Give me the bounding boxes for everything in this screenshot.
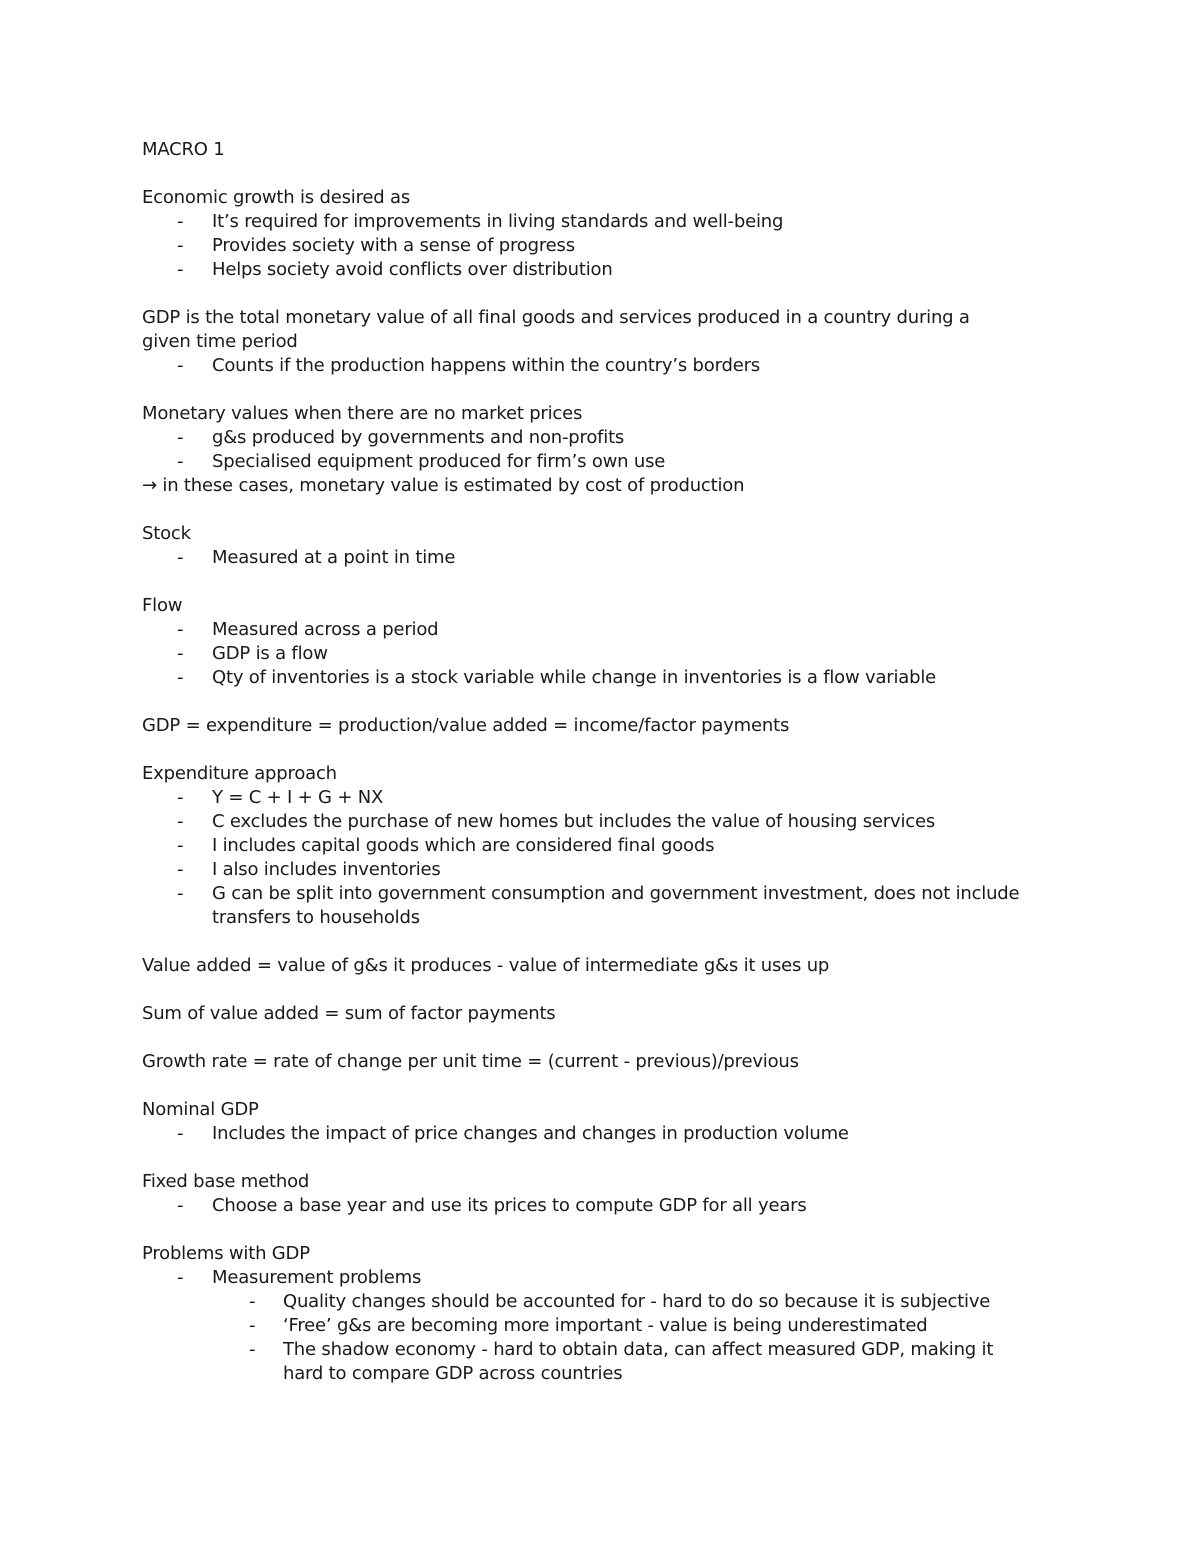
list-item: - Includes the impact of price changes and changes in production volume <box>142 1122 1072 1146</box>
list-item: - Qty of inventories is a stock variable while change in inventories is a flow variable <box>142 666 1072 690</box>
gdp-definition-line-2: given time period <box>142 331 298 352</box>
list-item: - Y = C + I + G + NX <box>142 786 1072 810</box>
list-item: - Specialised equipment produced for firm’s own use <box>142 450 1072 474</box>
nominal-gdp-heading: Nominal GDP <box>142 1099 259 1120</box>
expenditure-heading: Expenditure approach <box>142 763 337 784</box>
list-item: - Provides society with a sense of progress <box>142 234 1072 258</box>
list-item: - C excludes the purchase of new homes but includes the value of housing services <box>142 810 1072 834</box>
gdp-definition-line-1: GDP is the total monetary value of all final goods and services produced in a country during a <box>142 307 970 328</box>
list-item: - G can be split into government consumption and government investment, does not include <box>142 882 1072 906</box>
document-title: MACRO 1 <box>142 139 225 160</box>
list-item: - Measured across a period <box>142 618 1072 642</box>
nested-list-item-continuation: hard to compare GDP across countries <box>283 1363 623 1384</box>
sum-value-added: Sum of value added = sum of factor payments <box>142 1003 556 1024</box>
document-body <box>142 138 1072 1386</box>
flow-heading: Flow <box>142 595 183 616</box>
list-item: - Measurement problems <box>142 1266 1072 1290</box>
growth-heading: Economic growth is desired as <box>142 187 411 208</box>
monetary-heading: Monetary values when there are no market prices <box>142 403 583 424</box>
nested-list-item: - ‘Free’ g&s are becoming more important - value is being underestimated <box>142 1314 1072 1338</box>
problems-heading: Problems with GDP <box>142 1243 310 1264</box>
fixed-base-heading: Fixed base method <box>142 1171 310 1192</box>
list-item: - g&s produced by governments and non-profits <box>142 426 1072 450</box>
stock-heading: Stock <box>142 523 191 544</box>
list-item: - GDP is a flow <box>142 642 1072 666</box>
monetary-note: → in these cases, monetary value is estimated by cost of production <box>142 475 745 496</box>
list-item: - Measured at a point in time <box>142 546 1072 570</box>
list-item: - It’s required for improvements in living standards and well-being <box>142 210 1072 234</box>
list-item: - Choose a base year and use its prices to compute GDP for all years <box>142 1194 1072 1218</box>
value-added-definition: Value added = value of g&s it produces - value of intermediate g&s it uses up <box>142 955 830 976</box>
list-item: - I includes capital goods which are considered final goods <box>142 834 1072 858</box>
list-item: - I also includes inventories <box>142 858 1072 882</box>
nested-list-item: - The shadow economy - hard to obtain data, can affect measured GDP, making it <box>142 1338 1072 1362</box>
growth-rate-definition: Growth rate = rate of change per unit time = (current - previous)/previous <box>142 1051 799 1072</box>
list-item-continuation: transfers to households <box>212 907 420 928</box>
list-item: - Helps society avoid conflicts over distribution <box>142 258 1072 282</box>
list-item: - Counts if the production happens within the country’s borders <box>142 354 1072 378</box>
nested-list-item: - Quality changes should be accounted for - hard to do so because it is subjective <box>142 1290 1072 1314</box>
gdp-equation: GDP = expenditure = production/value added = income/factor payments <box>142 715 790 736</box>
